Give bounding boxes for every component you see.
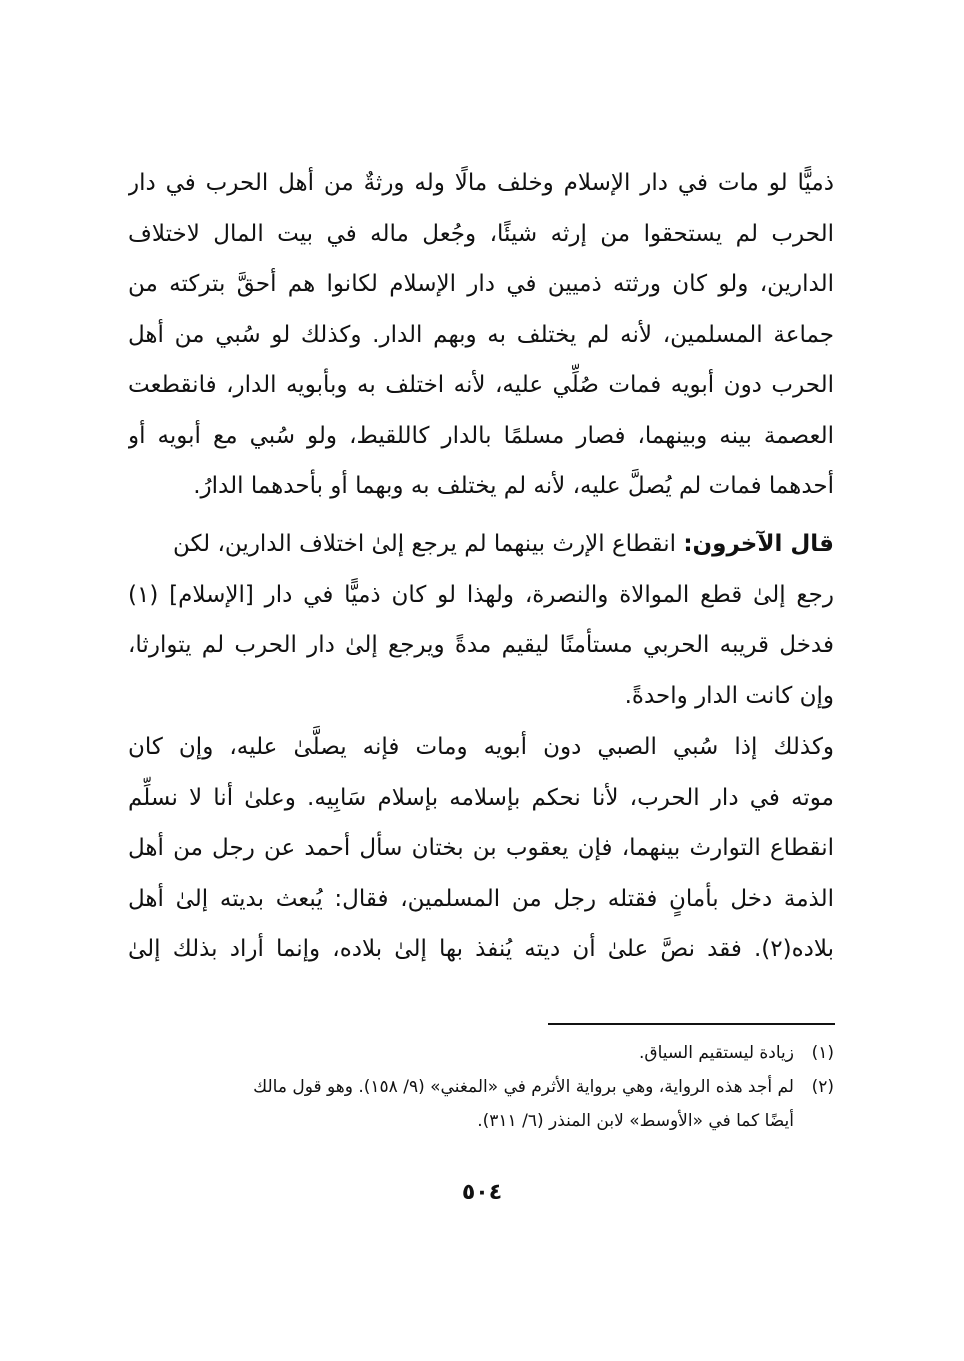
paragraph-1 (128, 158, 834, 512)
paragraph-line: فدخل قريبه الحربي مستأمنًا ليقيم مدةً ويرجع إلىٰ دار الحرب لم يتوارثا، (128, 632, 834, 658)
page-number: ٥٠٤ (461, 1180, 503, 1205)
paragraph-line: ذميًّا لو مات في دار الإسلام وخلف مالًا وله ورثةٌ من أهل الحرب في دار (128, 170, 834, 196)
paragraph-line: الحرب دون أبويه فمات صُلِّي عليه، لأنه اختلف به وبأبويه الدار، فانقطعت (128, 372, 834, 398)
paragraph-line: الذمة دخل بأمانٍ فقتله رجل من المسلمين، فقال: يُبعث بديته إلىٰ أهل (128, 885, 834, 912)
paragraph-line: وكذلك إذا سُبي الصبي دون أبويه ومات فإنه يصلَّىٰ عليه، وإن كان (128, 734, 834, 760)
footnote-text-continued: أيضًا كما في «الأوسط» لابن المنذر (٦/ ٣١١). (477, 1111, 794, 1131)
footnote-marker: (٢) (811, 1077, 834, 1097)
paragraph-line: انقطاع التوارث بينهما، فإن يعقوب بن بختان سأل أحمد عن رجل من أهل (128, 835, 834, 861)
paragraph-line: الدارين، ولو كان ورثته ذميين في دار الإسلام لكانوا هم أحقَّ بتركته من (128, 271, 834, 297)
paragraph-line: العصمة بينه وبينهما، فصار مسلمًا بالدار كاللقيط، ولو سُبي مع أبويه أو (128, 422, 834, 449)
paragraph-2 (128, 519, 834, 721)
paragraph-3 (128, 722, 834, 975)
paragraph-line: وإن كانت الدار واحدةً. (624, 682, 834, 709)
footnote-separator (548, 1023, 835, 1025)
footnote-text: زيادة ليستقيم السياق. (638, 1043, 794, 1063)
paragraph-line-text: انقطاع الإرث بينهما لم يرجع إلىٰ اختلاف الدارين، لكن (172, 531, 684, 557)
footnote-marker: (١) (811, 1043, 834, 1063)
paragraph-line: رجع إلىٰ قطع الموالاة والنصرة، ولهذا لو كان ذميًّا في دار [الإسلام] (١) (128, 581, 834, 608)
paragraph-line: أحدهما فمات لم يُصلَّ عليه، لأنه لم يختلف به وبهما أو بأحدهما الدارُ. (193, 473, 834, 499)
paragraph-line (128, 519, 834, 570)
footnotes (128, 1036, 834, 1138)
footnote-text: لم أجد هذه الرواية، وهي برواية الأثرم في «المغني» (٩/ ١٥٨). وهو قول مالك (253, 1077, 794, 1097)
footnote-1 (128, 1036, 834, 1070)
paragraph-line: الحرب لم يستحقوا من إرثه شيئًا، وجُعل ماله في بيت المال لاختلاف (128, 220, 834, 247)
paragraph-line: جماعة المسلمين، لأنه لم يختلف به وبهم الدار. وكذلك لو سُبي من أهل (128, 321, 834, 348)
paragraph-line: موته في دار الحرب، لأنا نحكم بإسلامه بإسلام سَابِيه. وعلىٰ أنا لا نسلِّم (128, 784, 834, 811)
paragraph-line: بلاده(٢). فقد نصَّ علىٰ أن ديته يُنفذ بها إلىٰ بلاده، وإنما أراد بذلك إلىٰ (128, 936, 834, 962)
paragraph-lead-phrase: قال الآخرون: (683, 531, 834, 557)
footnote-2 (128, 1070, 834, 1104)
